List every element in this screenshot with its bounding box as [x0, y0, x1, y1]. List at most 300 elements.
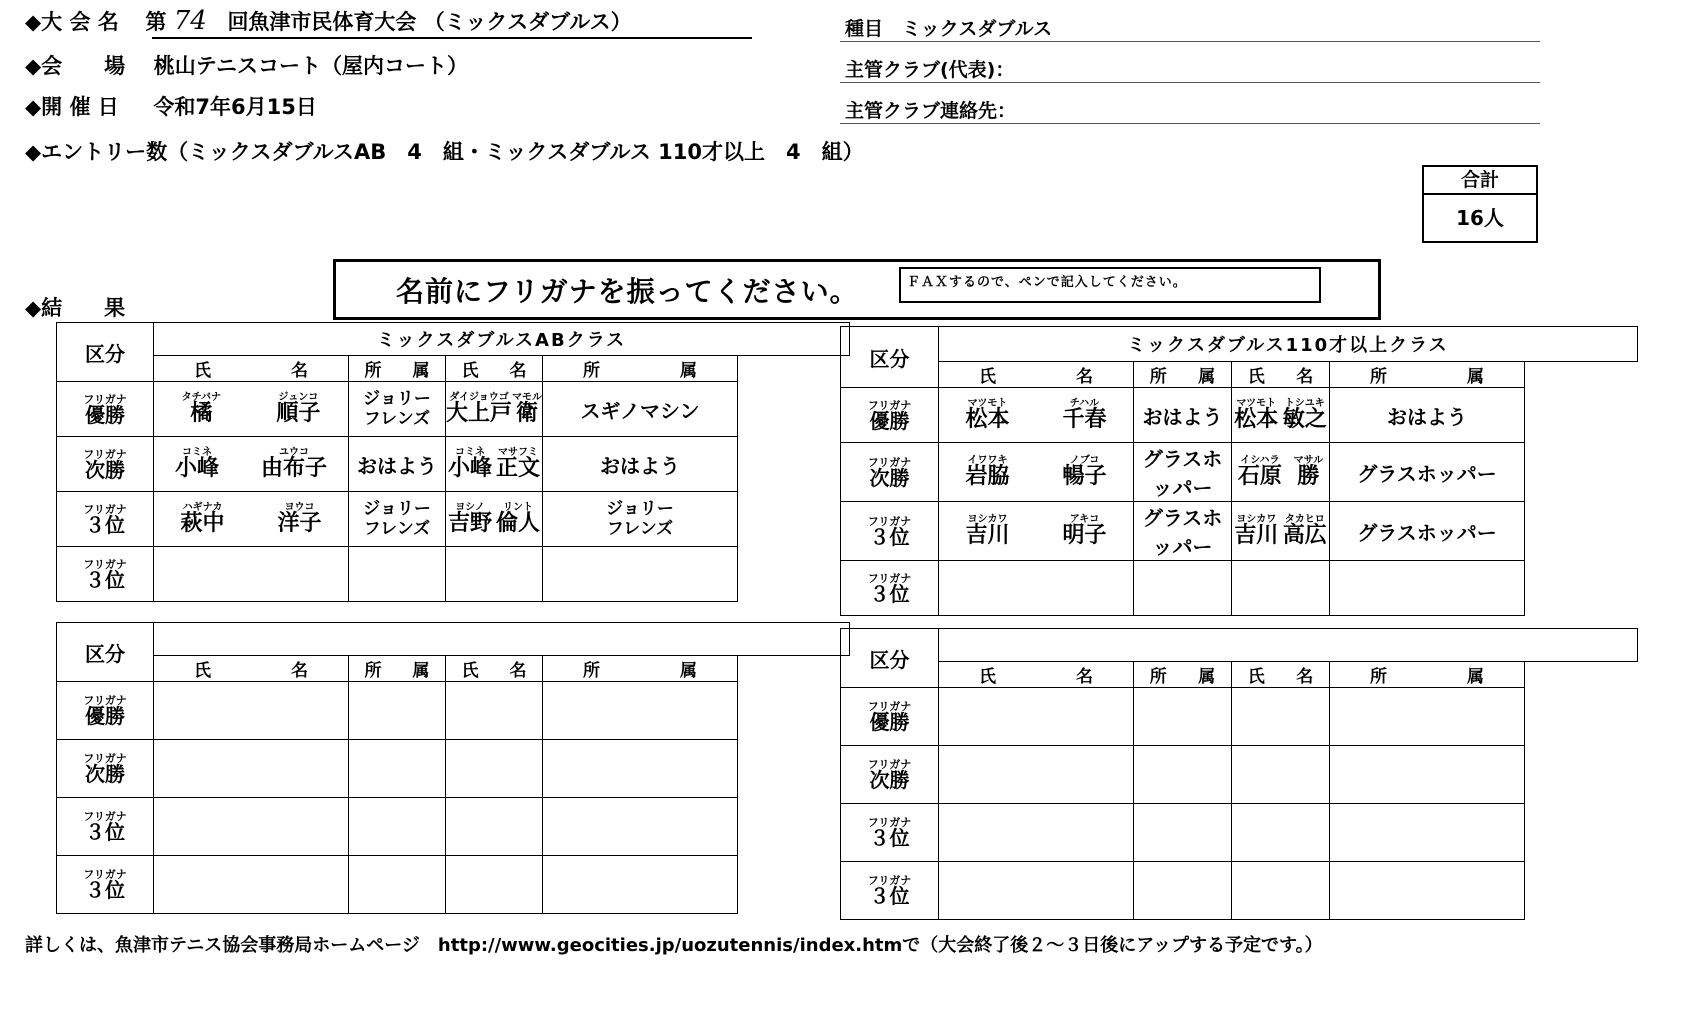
club-col-label — [349, 656, 445, 681]
rank-cell — [57, 856, 154, 914]
sho-label: 所 — [364, 361, 382, 381]
player-name-cell — [939, 388, 1134, 443]
class-title — [154, 623, 850, 656]
surname-kanji: 小峰 — [447, 456, 492, 481]
table-row — [841, 804, 1638, 862]
table-row — [841, 443, 1638, 502]
club-name: おはよう — [357, 453, 437, 478]
sho-label: 所 — [1370, 667, 1387, 687]
given-name-kanji: 高広 — [1282, 523, 1327, 548]
surname — [448, 503, 492, 535]
player-name — [446, 448, 542, 480]
club-cell[interactable] — [1134, 804, 1232, 862]
club-col-header — [1330, 662, 1525, 688]
furigana-label: フリガナ — [867, 455, 912, 469]
sho-label: 所 — [583, 361, 600, 381]
given-name-kana: ヨウコ — [284, 502, 315, 513]
name-col-label — [939, 662, 1133, 687]
rank-cell — [841, 561, 939, 616]
total-value: 16人 — [1456, 206, 1504, 230]
given-name-kana: チハル — [1069, 398, 1100, 409]
rank-label: ３位 — [85, 567, 125, 592]
rank-cell — [841, 862, 939, 920]
player-name — [1232, 456, 1329, 488]
given-name — [496, 448, 540, 480]
name-col-label — [939, 362, 1133, 387]
given-name — [1283, 515, 1327, 547]
kaisai-label: ◆開 催 日 — [25, 95, 119, 119]
club-cell[interactable] — [543, 798, 738, 856]
player-name — [1232, 399, 1329, 431]
given-name-kana: マサフミ — [497, 447, 538, 458]
shi-label: 氏 — [461, 361, 479, 381]
rank-label: 優勝 — [85, 402, 125, 427]
surname-kana: ヨシカワ — [1236, 514, 1277, 525]
surname-kanji: 石原 — [1237, 464, 1282, 489]
rank-cell — [841, 746, 939, 804]
club-cell — [349, 382, 446, 437]
club-cell[interactable] — [349, 798, 446, 856]
shi-label: 氏 — [979, 367, 996, 387]
surname — [965, 456, 1009, 488]
name-col-header — [154, 656, 349, 682]
sho-label: 所 — [583, 661, 600, 681]
given-name-kanji: 暢子 — [1062, 464, 1107, 489]
player-name-cell — [446, 547, 543, 602]
player-name-cell — [939, 502, 1134, 561]
shi-label: 氏 — [194, 361, 211, 381]
rank-label: ３位 — [85, 820, 125, 844]
given-name-kana: マサル — [1293, 455, 1324, 466]
club-cell — [1134, 443, 1232, 502]
given-name-kanji: 明子 — [1062, 523, 1107, 548]
mei-label: 名 — [509, 661, 527, 681]
result-table-blank_left — [56, 622, 850, 914]
player-name — [154, 503, 348, 535]
player-name-cell — [1232, 443, 1330, 502]
zoku-label: 属 — [680, 361, 697, 381]
rank-label: 次勝 — [85, 457, 125, 482]
table-row — [57, 798, 850, 856]
club-col-header — [543, 656, 738, 682]
zoku-label: 属 — [1198, 667, 1216, 687]
rank-cell — [57, 492, 154, 547]
given-name — [1062, 399, 1106, 431]
player-name-cell[interactable] — [154, 682, 349, 740]
given-name — [277, 503, 321, 535]
surname-kanji: 橘 — [190, 401, 213, 426]
table-row — [841, 502, 1638, 561]
rank-label: 優勝 — [869, 710, 910, 734]
given-name-kana: トシユキ — [1284, 398, 1325, 409]
club-name: グラスホッパー — [1142, 447, 1223, 500]
rank-cell — [57, 382, 154, 437]
player-name-cell[interactable] — [446, 682, 543, 740]
rank-cell — [841, 688, 939, 746]
club-col-label — [1134, 362, 1231, 387]
club-cell[interactable] — [349, 856, 446, 914]
club-cell — [1330, 388, 1525, 443]
rank-label: ３位 — [869, 524, 910, 549]
zoku-label: 属 — [1467, 667, 1484, 687]
name-col-label — [1232, 662, 1329, 687]
surname-kanji: 大上戸 — [446, 401, 513, 426]
given-name-kanji: 敏之 — [1282, 407, 1327, 432]
club-col-header — [1134, 662, 1232, 688]
table-row — [57, 740, 850, 798]
total-label: 合計 — [1424, 167, 1536, 195]
rank-cell — [57, 547, 154, 602]
furigana-label: フリガナ — [83, 752, 127, 765]
club-name: ジョリー フレンズ — [363, 498, 431, 539]
table-row — [841, 388, 1638, 443]
club-cell — [1330, 502, 1525, 561]
fax-notice: ＦＡＸするので、ペンで記入してください。 — [899, 267, 1321, 303]
player-name-cell[interactable] — [939, 804, 1134, 862]
given-name — [1294, 456, 1324, 488]
sho-label: 所 — [1149, 667, 1167, 687]
mei-label: 名 — [1076, 367, 1093, 387]
club-cell — [543, 382, 738, 437]
furigana-label: フリガナ — [867, 398, 912, 412]
table-row — [57, 437, 850, 492]
club-col-label — [349, 356, 445, 381]
club-cell[interactable] — [543, 740, 738, 798]
name-col-header — [446, 356, 543, 382]
club-cell — [349, 547, 446, 602]
furigana-label: フリガナ — [867, 700, 912, 713]
given-name — [1283, 399, 1327, 431]
rank-cell — [57, 682, 154, 740]
given-name-kana: タカヒロ — [1284, 514, 1325, 525]
club-col-header — [349, 356, 446, 382]
player-name — [939, 456, 1133, 488]
player-name-cell[interactable] — [154, 798, 349, 856]
rank-label: ３位 — [85, 512, 125, 537]
table-row — [841, 688, 1638, 746]
kubun-header: 区分 — [841, 327, 939, 388]
sho-label: 所 — [1149, 367, 1167, 387]
surname-kanji: 吉川 — [965, 523, 1010, 548]
table-row — [841, 561, 1638, 616]
rank-cell — [57, 740, 154, 798]
surname-kanji: 岩脇 — [965, 464, 1010, 489]
player-name-cell[interactable] — [939, 746, 1134, 804]
taikai-underline — [152, 37, 752, 39]
surname-kana: コミネ — [181, 447, 212, 458]
club-name: ジョリー フレンズ — [606, 498, 674, 539]
given-name-kana: リント — [502, 502, 533, 513]
given-name-kanji: 千春 — [1062, 407, 1107, 432]
furigana-label: フリガナ — [83, 557, 127, 571]
club-cell — [1330, 561, 1525, 616]
player-name-cell[interactable] — [446, 798, 543, 856]
player-name-cell[interactable] — [939, 688, 1134, 746]
player-name-cell[interactable] — [446, 856, 543, 914]
player-name — [446, 503, 542, 535]
surname-kanji: 松本 — [1234, 407, 1279, 432]
surname-kana: ヨシカワ — [967, 514, 1008, 525]
zoku-label: 属 — [412, 361, 430, 381]
club-cell[interactable] — [1330, 862, 1525, 920]
club-cell — [1134, 388, 1232, 443]
club-name: おはよう — [1387, 404, 1467, 429]
rank-cell — [841, 388, 939, 443]
furigana-label: フリガナ — [83, 694, 127, 707]
kaijo-line — [25, 50, 468, 80]
club-col-header — [1330, 362, 1525, 388]
rank-cell — [841, 804, 939, 862]
player-name — [939, 399, 1133, 431]
club-name: ジョリー フレンズ — [363, 388, 431, 429]
shukan-line — [840, 82, 1540, 83]
shukan-renraku: 主管クラブ連絡先： — [845, 100, 1017, 122]
club-cell — [349, 437, 446, 492]
club-cell[interactable] — [349, 740, 446, 798]
surname — [180, 503, 224, 535]
furigana-label: フリガナ — [83, 447, 127, 461]
mei-label: 名 — [1296, 667, 1314, 687]
surname — [965, 515, 1009, 547]
club-col-header — [1134, 362, 1232, 388]
surname-kana: ヨシノ — [455, 502, 485, 513]
rank-cell — [57, 437, 154, 492]
player-name-cell — [939, 561, 1134, 616]
surname — [1234, 515, 1278, 547]
club-cell[interactable] — [1330, 688, 1525, 746]
given-name — [496, 503, 540, 535]
mei-label: 名 — [509, 361, 527, 381]
surname — [1238, 456, 1282, 488]
rank-cell — [841, 502, 939, 561]
total-box — [1422, 165, 1538, 243]
player-name — [154, 448, 348, 480]
club-col-label — [1134, 662, 1231, 687]
rank-label: 次勝 — [869, 768, 910, 792]
player-name-cell[interactable] — [1232, 746, 1330, 804]
player-name-cell — [446, 492, 543, 547]
taikai-name: 回魚津市民体育大会 （ミックスダブルス） — [227, 10, 632, 34]
surname-kana: イシハラ — [1240, 455, 1280, 466]
shi-label: 氏 — [979, 667, 996, 687]
taikai-name-line — [25, 6, 632, 36]
zoku-label: 属 — [1467, 367, 1484, 387]
player-name-cell[interactable] — [446, 740, 543, 798]
kaisai-line — [25, 91, 317, 121]
player-name-cell — [154, 547, 349, 602]
club-cell[interactable] — [1134, 862, 1232, 920]
club-cell — [349, 492, 446, 547]
result-table-blank_right — [840, 628, 1638, 920]
furigana-label: フリガナ — [867, 514, 912, 528]
player-name-cell — [1232, 502, 1330, 561]
result-table-over110 — [840, 326, 1638, 616]
club-name: グラスホッパー — [1357, 520, 1497, 545]
given-name-kanji: 倫人 — [495, 511, 540, 536]
shi-label: 氏 — [461, 661, 479, 681]
club-name: おはよう — [600, 453, 680, 478]
club-col-label — [543, 656, 737, 681]
sho-label: 所 — [1370, 367, 1387, 387]
player-name — [446, 393, 542, 425]
class-title: ミックスダブルスABクラス — [154, 323, 850, 356]
kaijo-value: 桃山テニスコート（屋内コート） — [153, 54, 468, 78]
table-row — [841, 862, 1638, 920]
player-name-cell[interactable] — [154, 740, 349, 798]
player-name-cell[interactable] — [1232, 862, 1330, 920]
player-name-cell — [154, 492, 349, 547]
taikai-label: ◆大 会 名 — [25, 10, 119, 34]
surname-kana: ダイジョウゴ — [449, 392, 509, 403]
class-title — [939, 629, 1638, 662]
name-col-header — [1232, 662, 1330, 688]
kubun-header: 区分 — [57, 323, 154, 382]
surname — [182, 393, 221, 425]
club-cell[interactable] — [543, 682, 738, 740]
club-cell[interactable] — [349, 682, 446, 740]
shi-label: 氏 — [1247, 667, 1265, 687]
surname-kana: イワワキ — [967, 455, 1008, 466]
mei-label: 名 — [1296, 367, 1314, 387]
surname-kana: タチバナ — [181, 392, 222, 403]
player-name-cell — [1232, 561, 1330, 616]
given-name-kana: ユウコ — [278, 447, 309, 458]
club-col-header — [349, 656, 446, 682]
player-name-cell[interactable] — [154, 856, 349, 914]
club-cell — [1330, 443, 1525, 502]
mei-label: 名 — [1076, 667, 1093, 687]
furigana-label: フリガナ — [867, 571, 912, 585]
given-name — [512, 393, 542, 425]
club-col-label — [1330, 362, 1524, 387]
table-row — [57, 382, 850, 437]
shumoku: 種目 ミックスダブルス — [845, 18, 1053, 40]
rank-label: ３位 — [85, 878, 125, 902]
player-name-cell — [154, 437, 349, 492]
given-name-kanji: 勝 — [1297, 464, 1320, 489]
club-cell — [1134, 561, 1232, 616]
zoku-label: 属 — [1198, 367, 1216, 387]
name-col-header — [446, 656, 543, 682]
given-name — [1062, 456, 1106, 488]
player-name-cell — [1232, 388, 1330, 443]
player-name — [154, 393, 348, 425]
name-col-label — [446, 656, 542, 681]
rank-label: 次勝 — [85, 762, 125, 786]
club-cell[interactable] — [1134, 746, 1232, 804]
surname-kanji: 吉川 — [1234, 523, 1279, 548]
club-name: グラスホッパー — [1142, 506, 1223, 559]
club-col-label — [543, 356, 737, 381]
club-cell[interactable] — [543, 856, 738, 914]
given-name-kanji: 洋子 — [277, 511, 322, 536]
taikai-number: 74 — [173, 6, 207, 36]
furigana-label: フリガナ — [83, 392, 127, 406]
results-label: ◆結 果 — [25, 296, 126, 320]
club-cell — [1134, 502, 1232, 561]
mei-label: 名 — [291, 661, 308, 681]
furigana-label: フリガナ — [867, 874, 912, 887]
name-col-label — [154, 656, 348, 681]
player-name — [939, 515, 1133, 547]
player-name-cell — [939, 443, 1134, 502]
rank-label: 優勝 — [85, 704, 125, 728]
furigana-label: フリガナ — [83, 868, 127, 881]
zoku-label: 属 — [412, 661, 430, 681]
player-name-cell — [446, 382, 543, 437]
club-name: スギノマシン — [580, 398, 700, 423]
rank-label: 次勝 — [869, 465, 910, 490]
club-col-header — [543, 356, 738, 382]
furigana-label: フリガナ — [83, 502, 127, 516]
name-col-header — [939, 362, 1134, 388]
table-row — [57, 547, 850, 602]
table-row — [57, 682, 850, 740]
rank-label: 優勝 — [869, 408, 910, 433]
result-table-ab — [56, 322, 850, 602]
furigana-label: フリガナ — [867, 816, 912, 829]
name-col-label — [154, 356, 348, 381]
given-name-kana: ノブコ — [1069, 455, 1100, 466]
class-title: ミックスダブルス110才以上クラス — [939, 327, 1638, 362]
club-cell[interactable] — [1134, 688, 1232, 746]
surname-kana: コミネ — [454, 447, 485, 458]
table-row — [57, 492, 850, 547]
club-cell[interactable] — [1330, 746, 1525, 804]
kubun-header: 区分 — [57, 623, 154, 682]
player-name-cell[interactable] — [939, 862, 1134, 920]
furigana-label: フリガナ — [83, 810, 127, 823]
surname — [175, 448, 219, 480]
taikai-prefix: 第 — [145, 10, 167, 34]
shi-label: 氏 — [1247, 367, 1265, 387]
kaijo-label: ◆会 場 — [25, 54, 126, 78]
surname-kana: マツモト — [967, 398, 1008, 409]
surname-kanji: 小峰 — [174, 456, 219, 481]
kubun-header: 区分 — [841, 629, 939, 688]
surname-kanji: 萩中 — [180, 511, 225, 536]
name-col-header — [939, 662, 1134, 688]
table-row — [841, 746, 1638, 804]
club-cell[interactable] — [1330, 804, 1525, 862]
club-name: おはよう — [1142, 404, 1223, 429]
player-name — [1232, 515, 1329, 547]
given-name-kanji: 由布子 — [260, 456, 327, 481]
given-name — [1062, 515, 1106, 547]
player-name-cell[interactable] — [1232, 804, 1330, 862]
given-name — [276, 393, 320, 425]
mei-label: 名 — [291, 361, 308, 381]
kaisai-value: 令和7年6月15日 — [153, 95, 317, 119]
furigana-label: フリガナ — [867, 758, 912, 771]
surname — [446, 393, 512, 425]
rank-label: ３位 — [869, 884, 910, 908]
footer-note: 詳しくは、魚津市テニス協会事務局ホームページ http://www.geocities.jp/uozutennis/index.htmで（大会終了後２～３日後にアップする予定です。） — [25, 935, 1323, 956]
player-name-cell — [446, 437, 543, 492]
given-name-kanji: 衛 — [515, 401, 538, 426]
rank-label: ３位 — [869, 826, 910, 850]
club-cell — [543, 492, 738, 547]
surname-kana: マツモト — [1236, 398, 1277, 409]
table-row — [57, 856, 850, 914]
zoku-label: 属 — [680, 661, 697, 681]
name-col-label — [1232, 362, 1329, 387]
player-name-cell[interactable] — [1232, 688, 1330, 746]
shi-label: 氏 — [194, 661, 211, 681]
given-name-kanji: 順子 — [276, 401, 321, 426]
name-col-label — [446, 356, 542, 381]
name-col-header — [154, 356, 349, 382]
